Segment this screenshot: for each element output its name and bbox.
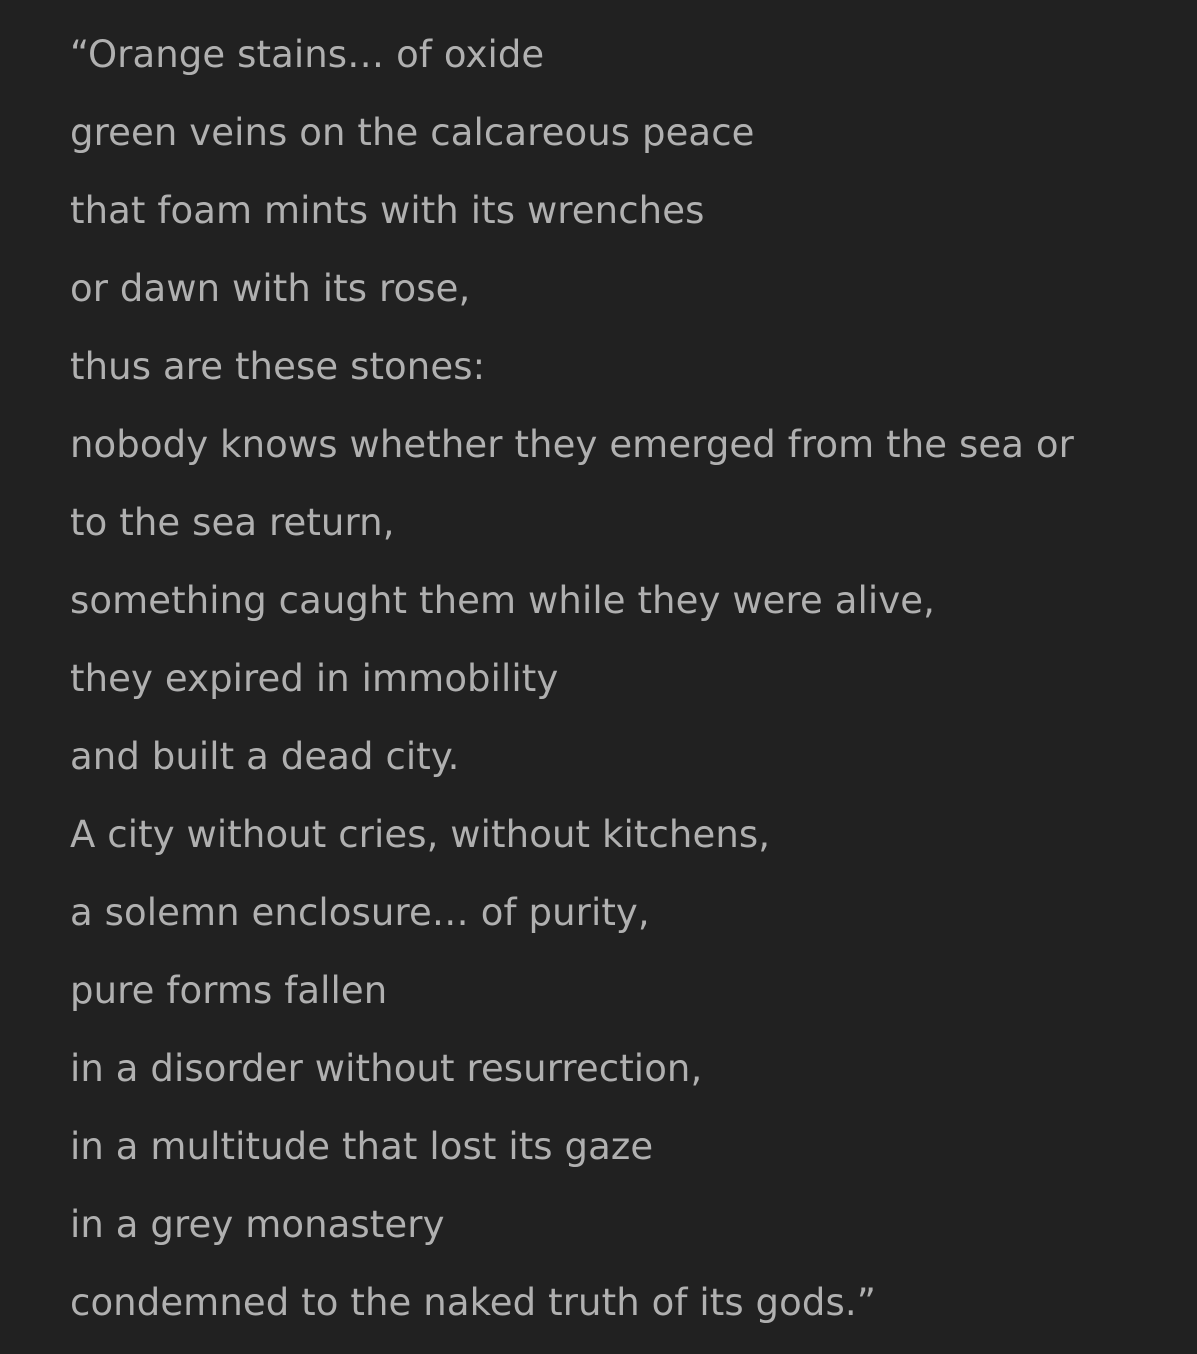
poem-line: something caught them while they were alive, (70, 579, 936, 622)
poem-line: to the sea return, (70, 501, 395, 544)
poem-line: condemned to the naked truth of its gods.” (70, 1281, 876, 1324)
poem-line: thus are these stones: (70, 345, 486, 388)
poem-line: A city without cries, without kitchens, (70, 813, 771, 856)
poem-line: in a multitude that lost its gaze (70, 1125, 654, 1168)
poem-line: that foam mints with its wrenches (70, 189, 705, 232)
poem-line: “Orange stains… of oxide (70, 33, 545, 76)
poem-line: or dawn with its rose, (70, 267, 471, 310)
poem-line: in a disorder without resurrection, (70, 1047, 703, 1090)
poem-line: they expired in immobility (70, 657, 559, 700)
poem-line: a solemn enclosure… of purity, (70, 891, 650, 934)
poem-line: in a grey monastery (70, 1203, 445, 1246)
poem-line: green veins on the calcareous peace (70, 111, 755, 154)
poem-line: pure forms fallen (70, 969, 388, 1012)
poem-line: nobody knows whether they emerged from the sea or (70, 423, 1074, 466)
poem-line: and built a dead city. (70, 735, 460, 778)
